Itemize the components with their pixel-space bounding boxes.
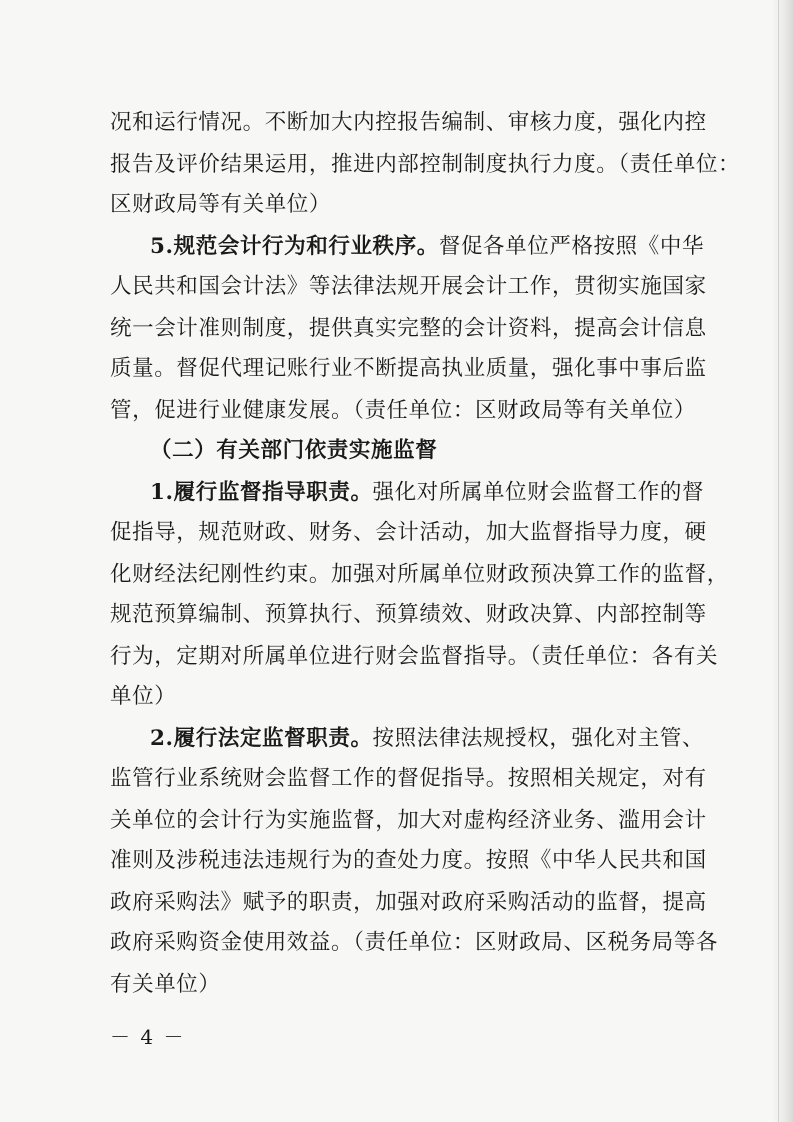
- body-line: 有关单位）: [110, 972, 221, 997]
- body-line: 单位）: [110, 684, 177, 709]
- body-line: 统一会计准则制度，提供真实完整的会计资料，提高会计信息: [110, 316, 707, 341]
- body-line: 政府采购法》赋予的职责，加强对政府采购活动的监督，提高: [110, 890, 707, 915]
- item-5-heading: 5.规范会计行为和行业秩序。: [150, 234, 439, 259]
- scan-edge-shadow: [771, 0, 793, 1122]
- scan-edge-line: [778, 0, 779, 1122]
- body-line: 监管行业系统财会监督工作的督促指导。按照相关规定，对有: [110, 766, 707, 791]
- section-heading: （二）有关部门依责实施监督: [150, 438, 438, 463]
- body-line: 区财政局等有关单位）: [110, 192, 332, 217]
- body-line: 关单位的会计行为实施监督，加大对虚构经济业务、滥用会计: [110, 808, 707, 833]
- body-line: 质量。督促代理记账行业不断提高执业质量，强化事中事后监: [110, 356, 707, 381]
- body-text: 督促各单位严格按照《中华: [438, 234, 705, 259]
- body-line: 准则及涉税违法违规行为的查处力度。按照《中华人民共和国: [110, 848, 707, 873]
- paragraph-2-first-line: [150, 724, 704, 754]
- paragraph-1-first-line: [150, 478, 704, 508]
- body-line: 报告及评价结果运用，推进内部控制制度执行力度。（责任单位：: [110, 152, 741, 177]
- body-line: 管，促进行业健康发展。（责任单位：区财政局等有关单位）: [110, 398, 696, 423]
- paragraph-5-first-line: [150, 232, 704, 262]
- body-line: 规范预算编制、预算执行、预算绩效、财政决算、内部控制等: [110, 602, 707, 627]
- body-text: 强化对所属单位财会监督工作的督: [372, 480, 705, 505]
- body-line: 化财经法纪刚性约束。加强对所属单位财政预决算工作的监督，: [110, 562, 729, 587]
- item-1-heading: 1.履行监督指导职责。: [150, 480, 373, 505]
- body-line: 政府采购资金使用效益。（责任单位：区财政局、区税务局等各: [110, 930, 719, 955]
- body-text: 按照法律法规授权，强化对主管、: [372, 726, 705, 751]
- body-line: 况和运行情况。不断加大内控报告编制、审核力度，强化内控: [110, 110, 707, 135]
- body-line: 行为，定期对所属单位进行财会监督指导。（责任单位：各有关: [110, 644, 719, 669]
- page-number: － 4 －: [110, 1025, 186, 1049]
- body-line: 促指导，规范财政、财务、会计活动，加大监督指导力度，硬: [110, 520, 707, 545]
- item-2-heading: 2.履行法定监督职责。: [150, 726, 373, 751]
- body-line: 人民共和国会计法》等法律法规开展会计工作，贯彻实施国家: [110, 274, 707, 299]
